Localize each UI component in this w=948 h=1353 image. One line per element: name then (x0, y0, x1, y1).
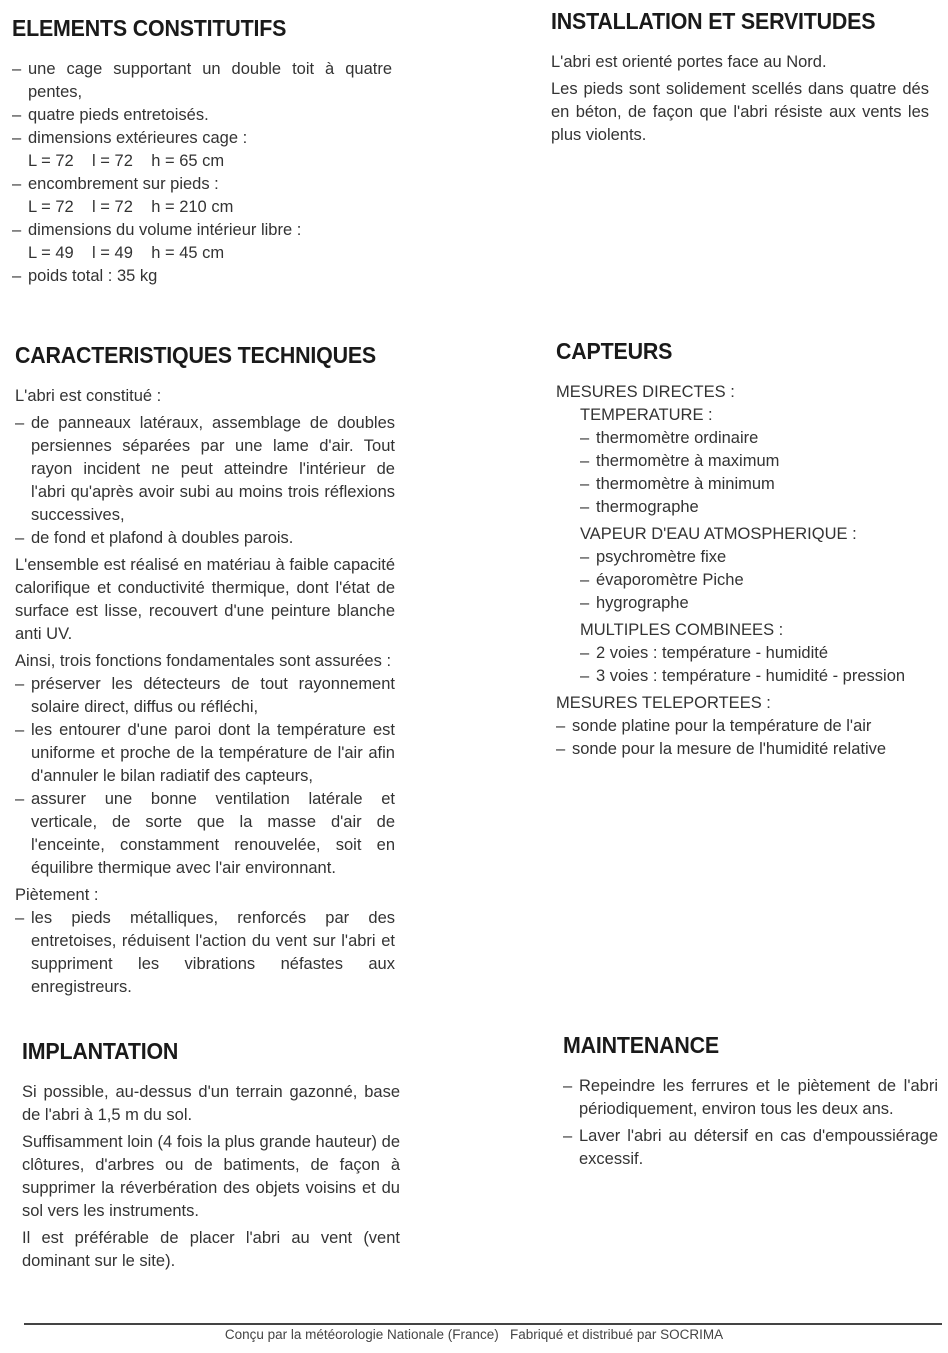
list-item: – dimensions extérieures cage : (12, 129, 248, 147)
list-item: – une cage supportant un double toit à quatre pentes, (12, 60, 392, 101)
list-item: – sonde pour la mesure de l'humidité relative (556, 740, 887, 758)
paragraph: Ainsi, trois fonctions fondamentales sont assurées : (15, 652, 392, 670)
list-item: – poids total : 35 kg (12, 267, 158, 285)
dimension-line: L = 72 l = 72 h = 65 cm (28, 152, 225, 170)
list-item: – assurer une bonne ventilation latérale et verticale, de sorte que la masse d'air de l'enceinte, constamment renouvelée, soit en équilibre thermique avec l'air environnant. (15, 790, 395, 877)
list-item: – psychromètre fixe (580, 548, 727, 566)
section-caracteristiques (15, 342, 395, 999)
section-capteurs (556, 338, 928, 761)
list-item: – les entourer d'une paroi dont la température est uniforme et proche de la température de l'air afin d'annuler le bilan radiatif des capteurs, (15, 721, 395, 785)
paragraph: Piètement : (15, 886, 99, 904)
paragraph: Il est préférable de placer l'abri au vent (vent dominant sur le site). (22, 1229, 400, 1270)
section-title-capteurs: CAPTEURS (556, 338, 673, 364)
group-label: MULTIPLES COMBINEES : (580, 621, 784, 639)
list-item: – Repeindre les ferrures et le piètement de l'abri périodiquement, environ tous les deux ans. (563, 1077, 938, 1118)
paragraph: Suffisamment loin (4 fois la plus grande hauteur) de clôtures, d'arbres ou de batiments, de façon à supprimer la réverbération des objets voisins et du sol vers les instruments. (22, 1133, 400, 1220)
list-item: – thermomètre ordinaire (580, 429, 759, 447)
section-title-elements: ELEMENTS CONSTITUTIFS (12, 15, 287, 41)
section-title-installation: INSTALLATION ET SERVITUDES (551, 8, 876, 34)
group-label: MESURES TELEPORTEES : (556, 694, 771, 712)
list-item: – thermographe (580, 498, 699, 516)
group-label: TEMPERATURE : (580, 406, 713, 424)
paragraph: L'ensemble est réalisé en matériau à faible capacité calorifique et conductivité thermique, dont l'état de surface est lisse, recouvert d'une peinture blanche anti UV. (15, 556, 395, 643)
group-label: MESURES DIRECTES : (556, 383, 735, 401)
list-item: – hygrographe (580, 594, 689, 612)
footer (0, 1327, 948, 1342)
list-item: – préserver les détecteurs de tout rayonnement solaire direct, diffus ou réfléchi, (15, 675, 395, 716)
paragraph: Si possible, au-dessus d'un terrain gazonné, base de l'abri à 1,5 m du sol. (22, 1083, 400, 1124)
footer-divider (24, 1323, 942, 1325)
dimension-line: L = 72 l = 72 h = 210 cm (28, 198, 234, 216)
section-title-implantation: IMPLANTATION (22, 1038, 179, 1064)
paragraph: L'abri est orienté portes face au Nord. (551, 53, 827, 71)
list-item: – thermomètre à maximum (580, 452, 780, 470)
section-maintenance (563, 1032, 938, 1171)
footer-design-credit: Conçu par la météorologie Nationale (France) (224, 1327, 499, 1342)
group-label: VAPEUR D'EAU ATMOSPHERIQUE : (580, 525, 857, 543)
list-item: – 3 voies : température - humidité - pression (580, 667, 906, 685)
list-item: – 2 voies : température - humidité (580, 644, 829, 662)
paragraph: Les pieds sont solidement scellés dans quatre dés en béton, de façon que l'abri résiste aux vents les plus violents. (551, 80, 929, 144)
section-elements-constitutifs (12, 15, 392, 288)
list-item: – quatre pieds entretoisés. (12, 106, 209, 124)
paragraph: L'abri est constitué : (15, 387, 162, 405)
list-item: – sonde platine pour la température de l'air (556, 717, 872, 735)
list-item: – thermomètre à minimum (580, 475, 775, 493)
list-item: – dimensions du volume intérieur libre : (12, 221, 302, 239)
list-item: – de panneaux latéraux, assemblage de doubles persiennes séparées par une lame d'air. Tout rayon incident ne peut atteindre l'intérieur de l'abri qu'après avoir subi au moins trois réflexions successives, (15, 414, 395, 524)
dimension-line: L = 49 l = 49 h = 45 cm (28, 244, 225, 262)
footer-manufacturer-credit: Fabriqué et distribué par SOCRIMA (510, 1327, 724, 1342)
list-item: – évaporomètre Piche (580, 571, 744, 589)
section-installation (551, 8, 929, 151)
section-title-maintenance: MAINTENANCE (563, 1032, 720, 1058)
list-item: – les pieds métalliques, renforcés par des entretoises, réduisent l'action du vent sur l'abri et suppriment les vibrations néfastes aux enregistreurs. (15, 909, 395, 996)
section-implantation (22, 1038, 400, 1277)
list-item: – de fond et plafond à doubles parois. (15, 529, 294, 547)
list-item: – encombrement sur pieds : (12, 175, 219, 193)
section-title-caracteristiques: CARACTERISTIQUES TECHNIQUES (15, 342, 377, 368)
list-item: – Laver l'abri au détersif en cas d'empoussiérage excessif. (563, 1127, 938, 1168)
